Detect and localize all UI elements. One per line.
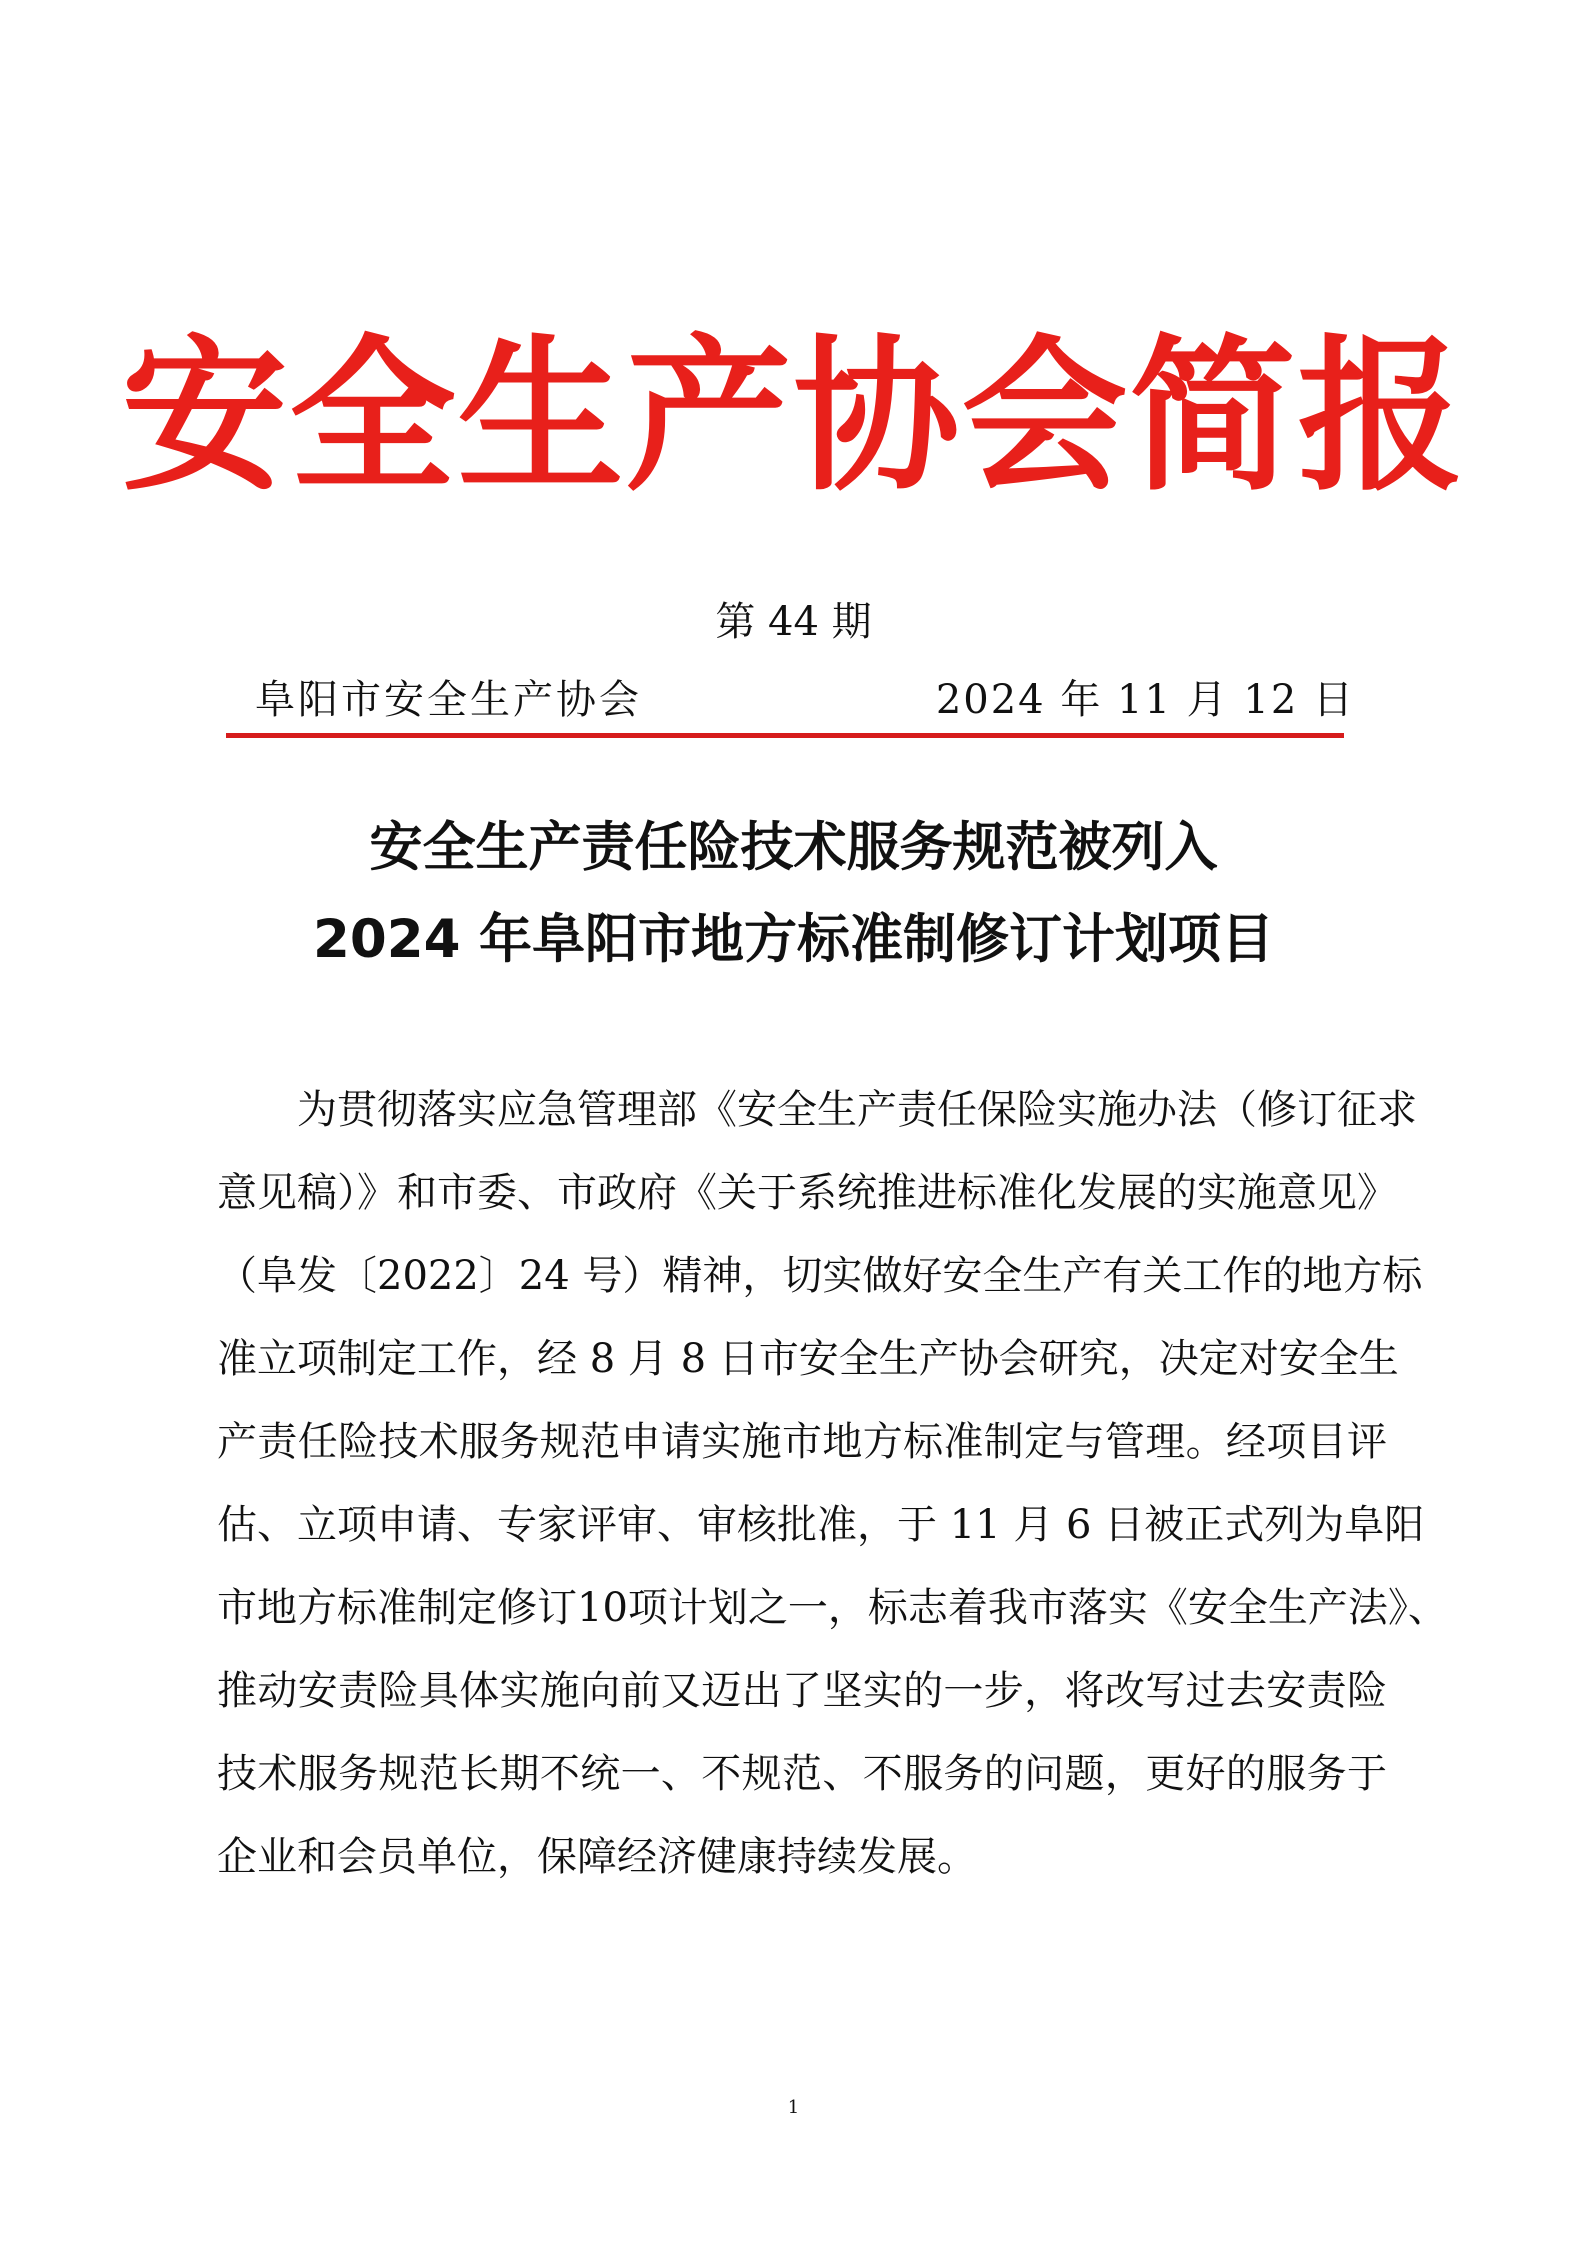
body-line: 推动安责险具体实施向前又迈出了坚实的一步，将改写过去安责险 xyxy=(217,1668,1387,1714)
body-line: 为贯彻落实应急管理部《安全生产责任保险实施办法（修订征求 xyxy=(297,1087,1417,1133)
body-line: （阜发〔2022〕24 号）精神，切实做好安全生产有关工作的地方标 xyxy=(217,1253,1423,1299)
body-line: 估、立项申请、专家评审、审核批准，于 11 月 6 日被正式列为阜阳 xyxy=(217,1502,1425,1548)
page-number: 1 xyxy=(787,2097,800,2118)
masthead-title: 安全生产协会简报 xyxy=(121,321,1466,514)
issue-number: 第 44 期 xyxy=(715,599,872,645)
publisher-name: 阜阳市安全生产协会 xyxy=(255,677,642,723)
body-line: 意见稿）》和市委、市政府《关于系统推进标准化发展的实施意见》 xyxy=(217,1170,1397,1216)
body-line: 准立项制定工作，经 8 月 8 日市安全生产协会研究，决定对安全生 xyxy=(217,1336,1399,1382)
body-line: 企业和会员单位，保障经济健康持续发展。 xyxy=(217,1834,977,1880)
body-line: 技术服务规范长期不统一、不规范、不服务的问题，更好的服务于 xyxy=(217,1751,1387,1797)
publish-date: 2024 年 11 月 12 日 xyxy=(935,677,1355,723)
article-title-line-1: 安全生产责任险技术服务规范被列入 xyxy=(369,817,1218,878)
body-line: 市地方标准制定修订10项计划之一，标志着我市落实《安全生产法》、 xyxy=(217,1585,1448,1631)
article-title-line-2: 2024 年阜阳市地方标准制修订计划项目 xyxy=(313,909,1274,970)
header-divider xyxy=(226,733,1344,738)
body-line: 产责任险技术服务规范申请实施市地方标准制定与管理。经项目评 xyxy=(217,1419,1387,1465)
